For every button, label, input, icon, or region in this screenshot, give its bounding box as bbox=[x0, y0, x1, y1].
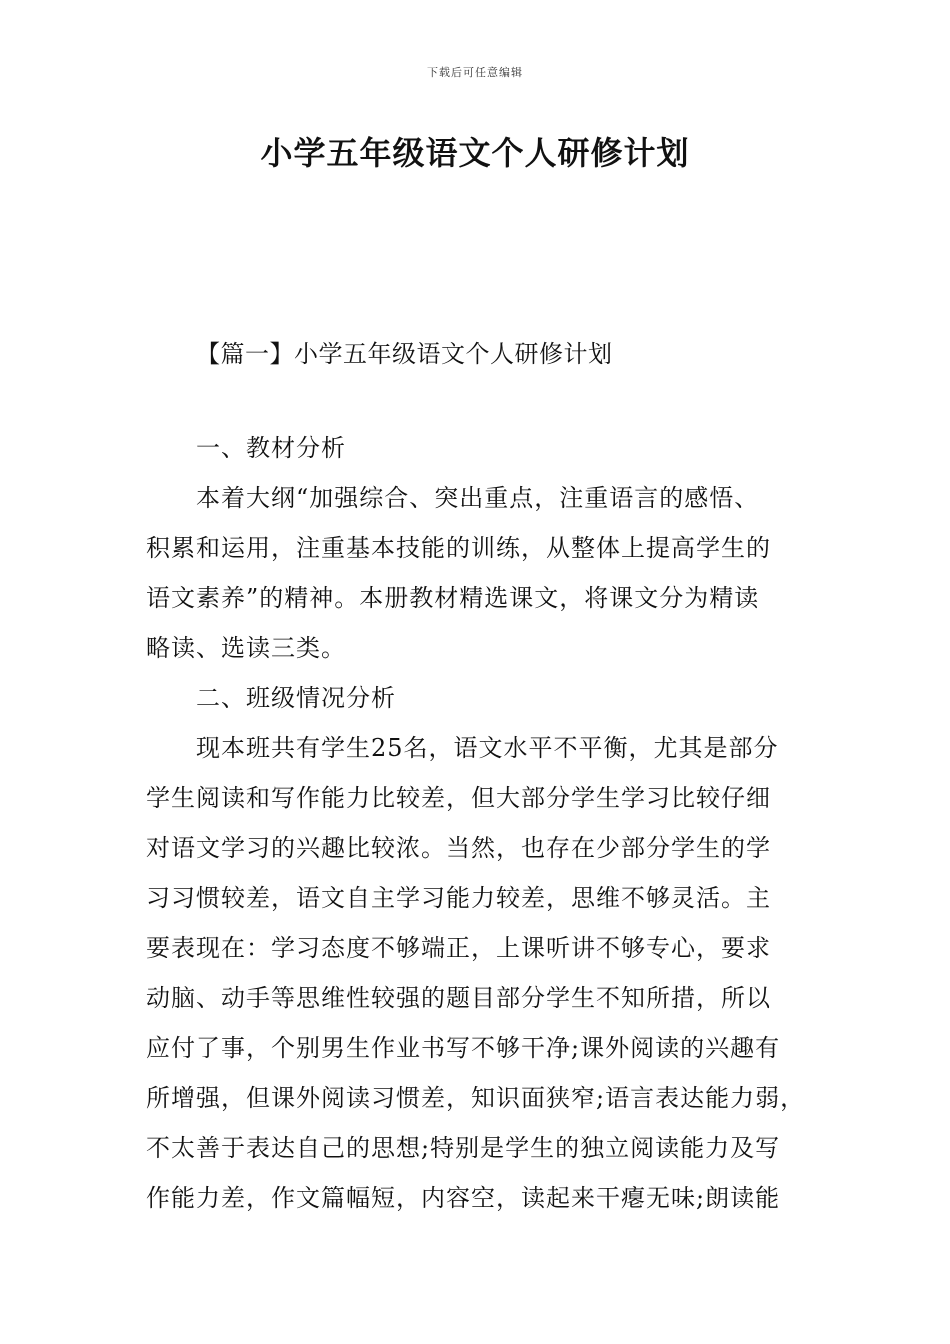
paragraph-line: 不太善于表达自己的思想;特别是学生的独立阅读能力及写 bbox=[146, 1134, 781, 1162]
heading-class-situation-analysis: 二、班级情况分析 bbox=[196, 684, 396, 712]
paragraph-line: 积累和运用，注重基本技能的训练，从整体上提高学生的 bbox=[146, 534, 771, 562]
paragraph-line: 现本班共有学生25名，语文水平不平衡，尤其是部分 bbox=[196, 734, 779, 762]
paragraph-line: 要表现在：学习态度不够端正，上课听讲不够专心，要求 bbox=[146, 934, 771, 962]
paragraph-line: 对语文学习的兴趣比较浓。当然，也存在少部分学生的学 bbox=[146, 834, 771, 862]
paragraph-line: 略读、选读三类。 bbox=[146, 634, 346, 662]
paragraph-line: 所增强，但课外阅读习惯差，知识面狭窄;语言表达能力弱， bbox=[146, 1084, 806, 1112]
section-title: 【篇一】小学五年级语文个人研修计划 bbox=[196, 340, 613, 368]
paragraph-line: 语文素养”的精神。本册教材精选课文，将课文分为精读 bbox=[146, 584, 760, 612]
document-title: 小学五年级语文个人研修计划 bbox=[260, 134, 690, 172]
paragraph-line: 应付了事，个别男生作业书写不够干净;课外阅读的兴趣有 bbox=[146, 1034, 781, 1062]
heading-teaching-material-analysis: 一、教材分析 bbox=[196, 434, 346, 462]
paragraph-line: 学生阅读和写作能力比较差，但大部分学生学习比较仔细 bbox=[146, 784, 771, 812]
paragraph-line: 本着大纲“加强综合、突出重点，注重语言的感悟、 bbox=[196, 484, 760, 512]
paragraph-line: 习习惯较差，语文自主学习能力较差，思维不够灵活。主 bbox=[146, 884, 771, 912]
paragraph-line: 作能力差，作文篇幅短，内容空，读起来干瘪无味;朗读能 bbox=[146, 1184, 781, 1212]
document-body bbox=[146, 423, 826, 1223]
paragraph-line: 动脑、动手等思维性较强的题目部分学生不知所措，所以 bbox=[146, 984, 771, 1012]
header-note: 下载后可任意编辑 bbox=[427, 66, 523, 79]
